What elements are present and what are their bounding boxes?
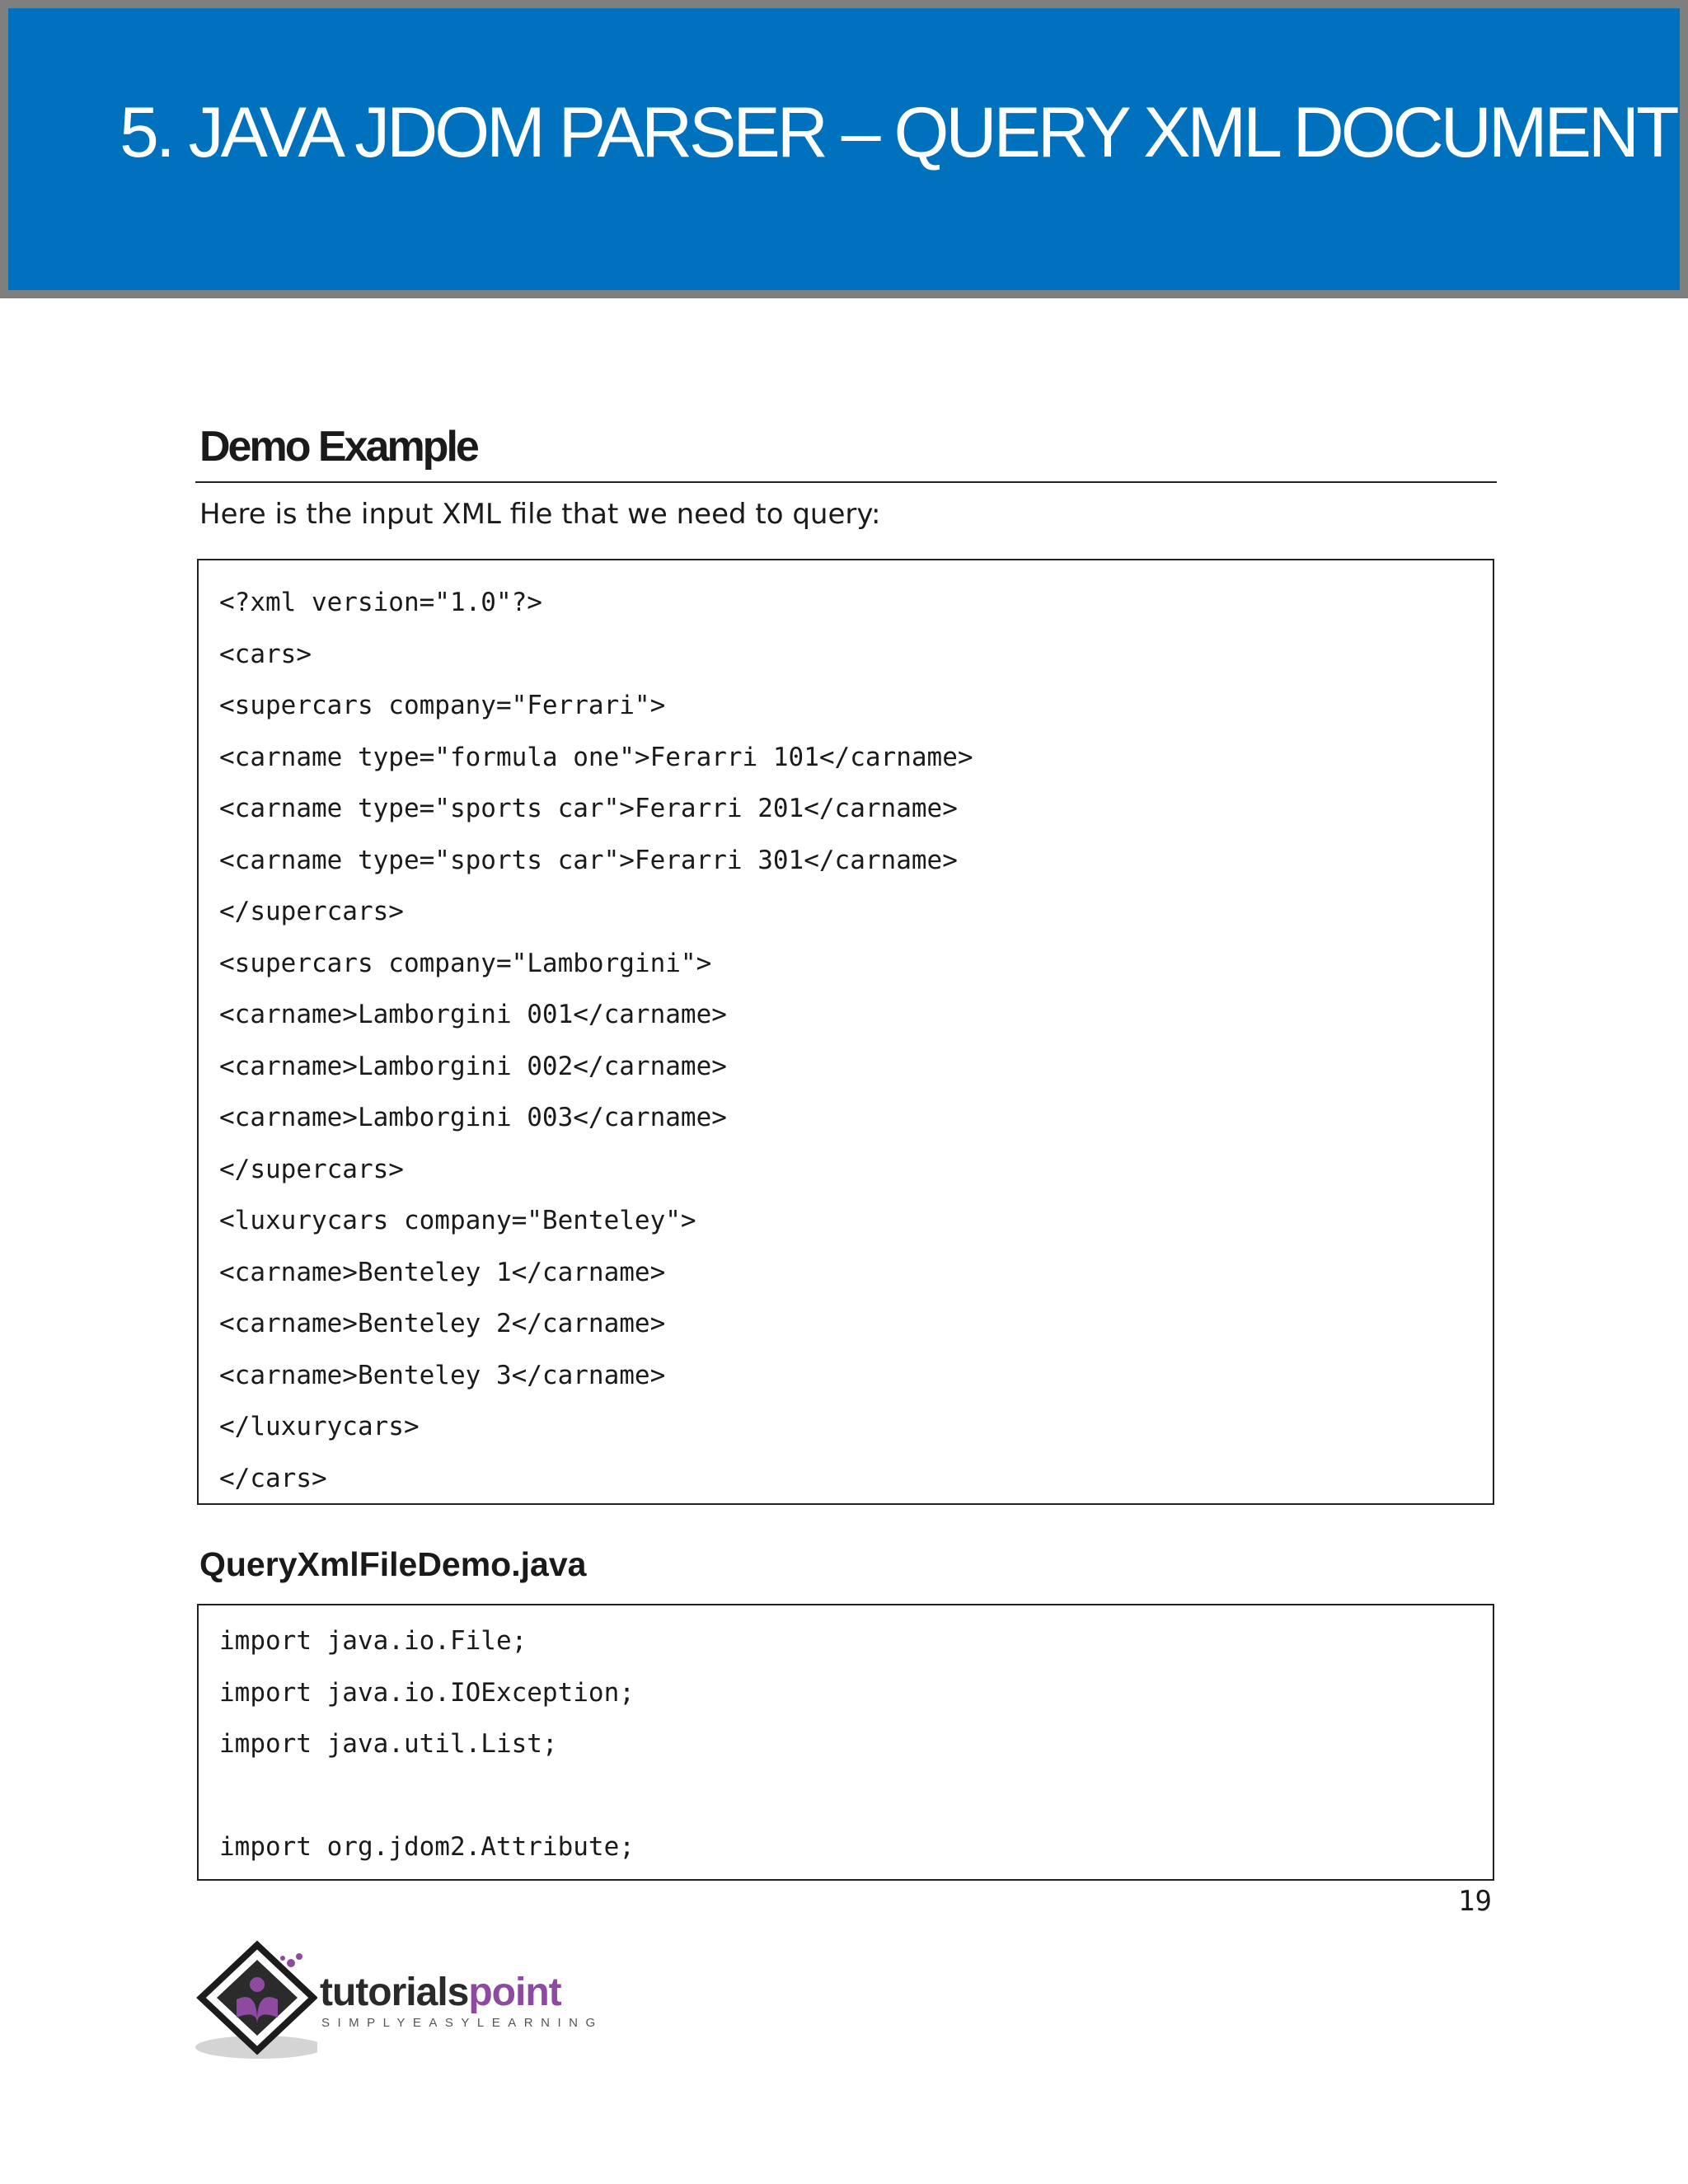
intro-paragraph: Here is the input XML file that we need to query: bbox=[199, 498, 881, 531]
java-code-block bbox=[197, 1604, 1494, 1881]
code-line bbox=[219, 1770, 1493, 1822]
code-line: <luxurycars company="Benteley"> bbox=[219, 1206, 696, 1235]
section-heading: Demo Example bbox=[199, 423, 477, 471]
code-line: <carname>Benteley 1</carname> bbox=[219, 1257, 666, 1287]
code-line: <supercars company="Ferrari"> bbox=[219, 691, 666, 720]
logo-word-point: point bbox=[468, 1971, 561, 2014]
logo-word-tutorials: tutorials bbox=[320, 1971, 469, 2014]
code-line: </supercars> bbox=[219, 897, 404, 926]
code-line: <carname>Lamborgini 001</carname> bbox=[219, 1000, 727, 1029]
code-line: import java.io.IOException; bbox=[219, 1677, 635, 1708]
code-line: import java.io.File; bbox=[219, 1626, 528, 1656]
code-line: <?xml version="1.0"?> bbox=[219, 588, 542, 617]
code-line: <supercars company="Lamborgini"> bbox=[219, 948, 712, 978]
logo-wordmark bbox=[320, 1970, 561, 2015]
tutorialspoint-logo bbox=[194, 1938, 631, 2066]
code-line: <carname type="formula one">Ferarri 101</carname> bbox=[219, 742, 973, 772]
code-line: </cars> bbox=[219, 1463, 327, 1493]
xml-code-block bbox=[197, 559, 1494, 1505]
logo-tagline: SIMPLYEASYLEARNING bbox=[321, 2016, 603, 2030]
chapter-banner bbox=[0, 0, 1688, 298]
code-line: <carname>Benteley 3</carname> bbox=[219, 1360, 666, 1390]
code-line: <carname>Lamborgini 002</carname> bbox=[219, 1051, 727, 1081]
code-line: import java.util.List; bbox=[219, 1729, 558, 1759]
code-line: <carname>Benteley 2</carname> bbox=[219, 1309, 666, 1338]
logo-emblem-icon bbox=[194, 1938, 317, 2066]
code-line: </supercars> bbox=[219, 1154, 404, 1184]
code-line: <cars> bbox=[219, 639, 312, 669]
code-line: import org.jdom2.Attribute; bbox=[219, 1832, 635, 1862]
chapter-title: 5. JAVA JDOM PARSER – QUERY XML DOCUMENT bbox=[120, 93, 1676, 172]
code-line: <carname type="sports car">Ferarri 201</carname> bbox=[219, 794, 958, 823]
code-line: </luxurycars> bbox=[219, 1412, 420, 1441]
page-number: 19 bbox=[1458, 1885, 1492, 1918]
code-line: <carname type="sports car">Ferarri 301</carname> bbox=[219, 845, 958, 875]
code-line: <carname>Lamborgini 003</carname> bbox=[219, 1103, 727, 1132]
section-divider bbox=[195, 481, 1497, 483]
java-file-heading: QueryXmlFileDemo.java bbox=[199, 1545, 587, 1583]
